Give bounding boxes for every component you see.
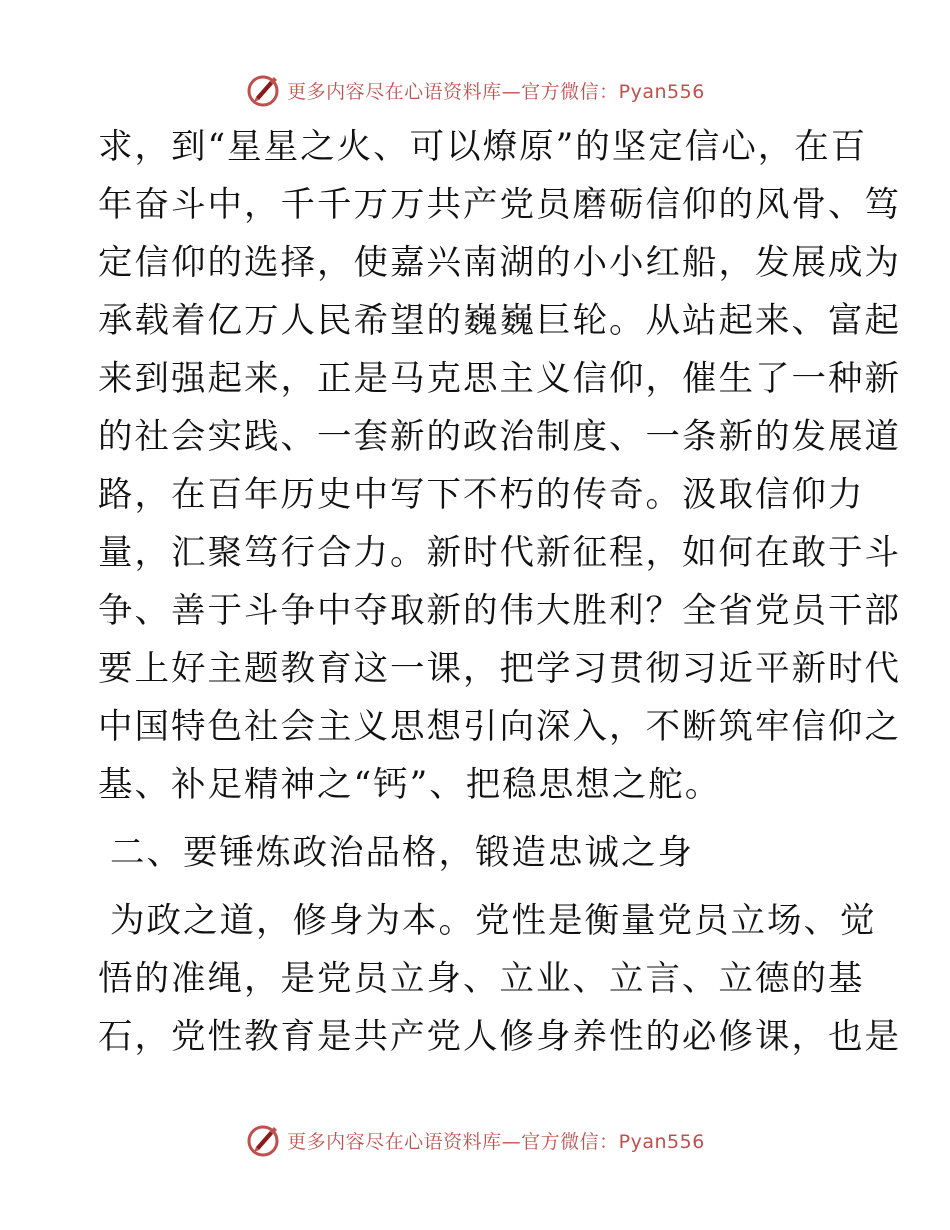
body-line: 基、补足精神之“钙”、把稳思想之舵。 <box>98 765 722 805</box>
pen-logo-icon <box>245 1122 281 1158</box>
section-line: 石，党性教育是共产党人修身养性的必修课，也是 <box>98 1017 901 1057</box>
body-line: 争、善于斗争中夺取新的伟大胜利？全省党员干部 <box>98 591 901 631</box>
section-line: 为政之道，修身为本。党性是衡量党员立场、觉 <box>110 901 877 941</box>
body-line: 中国特色社会主义思想引向深入，不断筑牢信仰之 <box>98 707 901 747</box>
body-line: 的社会实践、一套新的政治制度、一条新的发展道 <box>98 417 901 457</box>
body-line: 承载着亿万人民希望的巍巍巨轮。从站起来、富起 <box>98 301 901 341</box>
footer-watermark <box>0 1120 950 1160</box>
body-line: 来到强起来，正是马克思主义信仰，催生了一种新 <box>98 359 901 399</box>
body-line: 求，到“星星之火、可以燎原”的坚定信心，在百 <box>98 127 868 167</box>
body-line: 年奋斗中，千千万万共产党员磨砺信仰的风骨、笃 <box>98 185 901 225</box>
section-line: 悟的准绳，是党员立身、立业、立言、立德的基 <box>98 959 865 999</box>
section-heading: 二、要锤炼政治品格，锻造忠诚之身 <box>110 833 694 873</box>
header-watermark <box>0 70 950 110</box>
body-line: 要上好主题教育这一课，把学习贯彻习近平新时代 <box>98 649 901 689</box>
pen-logo-icon <box>245 72 281 108</box>
body-line: 路，在百年历史中写下不朽的传奇。汲取信仰力 <box>98 475 865 515</box>
watermark-text: 更多内容尽在心语资料库—官方微信：Pyan556 <box>287 80 705 103</box>
document-body <box>98 118 901 1066</box>
body-line: 定信仰的选择，使嘉兴南湖的小小红船，发展成为 <box>98 243 901 283</box>
body-line: 量，汇聚笃行合力。新时代新征程，如何在敢于斗 <box>98 533 901 573</box>
watermark-text: 更多内容尽在心语资料库—官方微信：Pyan556 <box>287 1130 705 1153</box>
